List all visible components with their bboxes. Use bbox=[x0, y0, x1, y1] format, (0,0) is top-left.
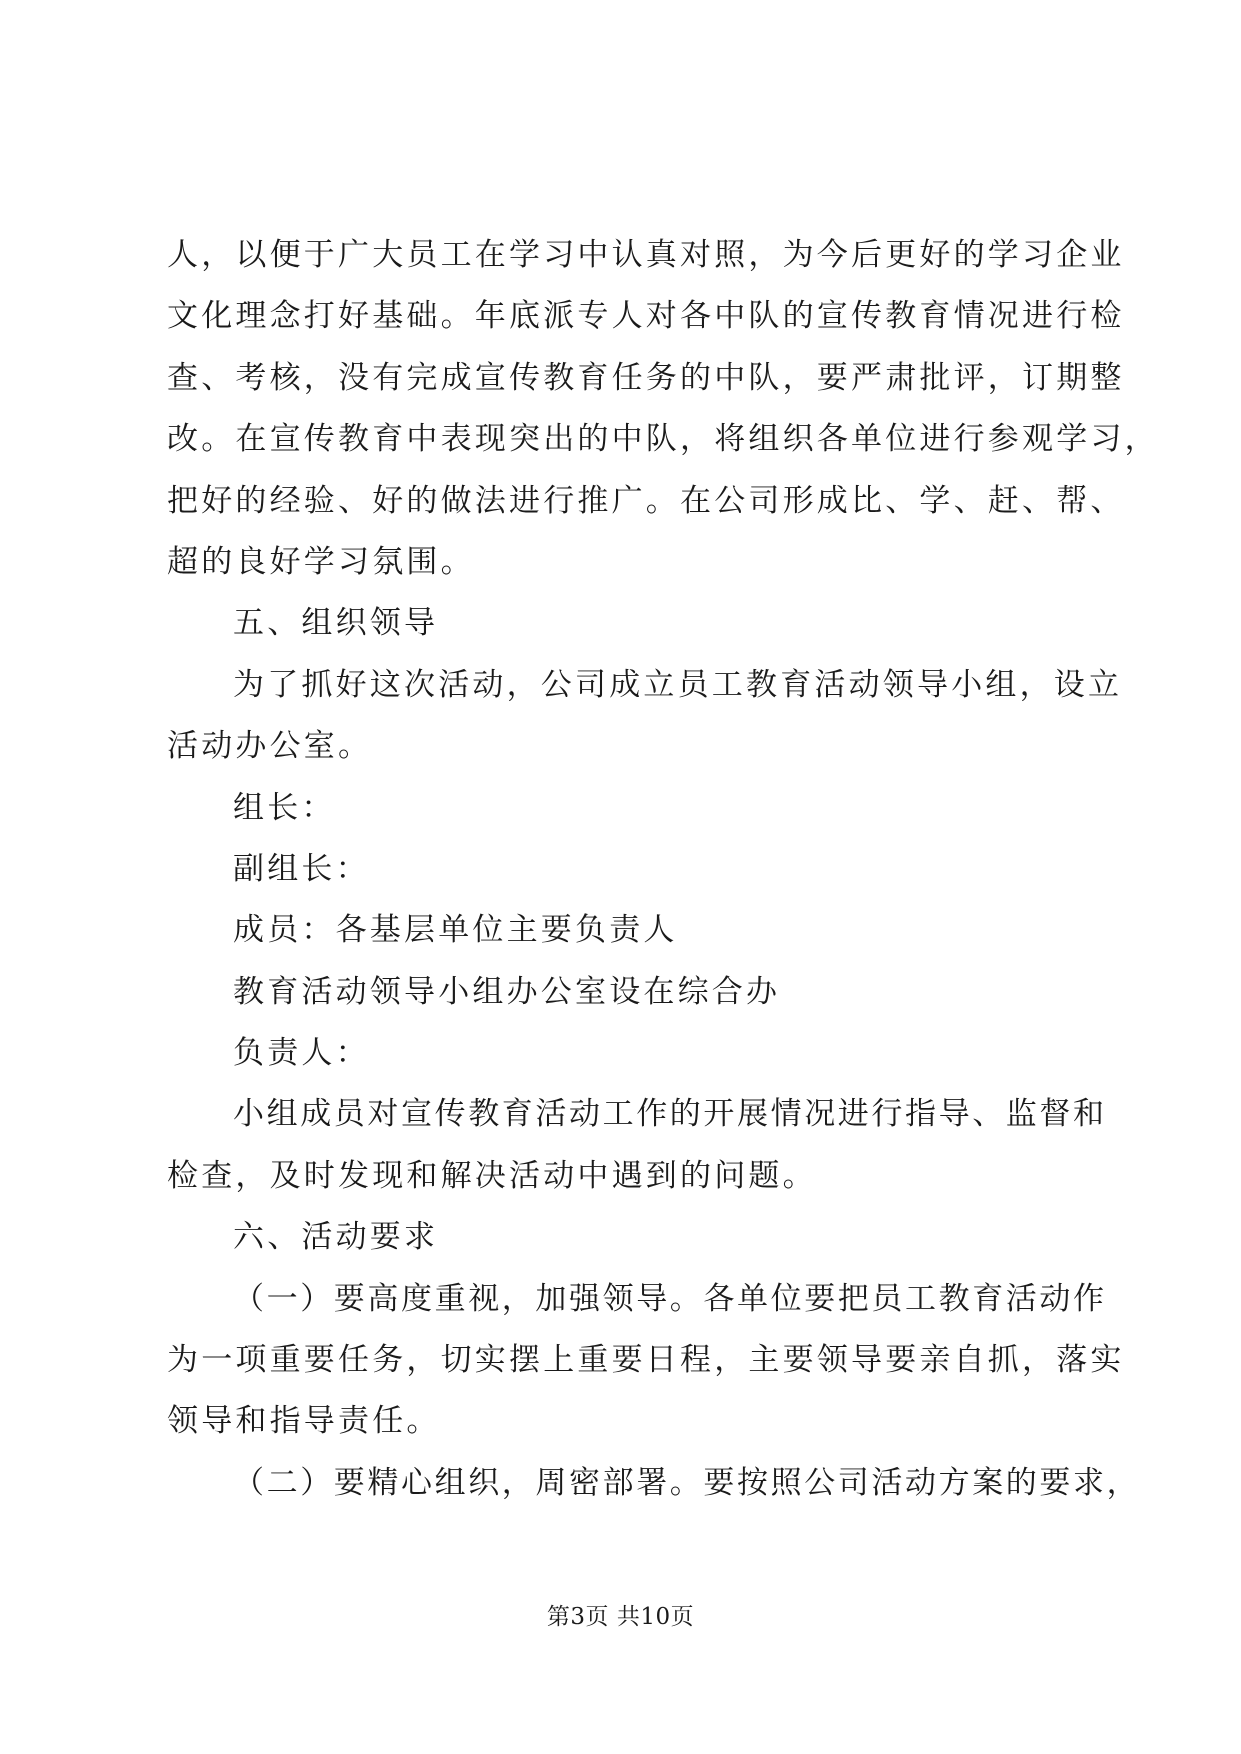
paragraph-line: 查、考核，没有完成宣传教育任务的中队，要严肃批评，订期整 bbox=[167, 359, 1125, 396]
section-heading: 六、活动要求 bbox=[233, 1219, 439, 1256]
paragraph-line: （一）要高度重视，加强领导。各单位要把员工教育活动作 bbox=[233, 1280, 1107, 1317]
paragraph-line: 超的良好学习氛围。 bbox=[167, 543, 475, 580]
paragraph-line: 成员：各基层单位主要负责人 bbox=[233, 912, 678, 949]
document-body bbox=[167, 225, 1159, 1514]
paragraph-line: 组长： bbox=[233, 789, 336, 826]
paragraph-line: 教育活动领导小组办公室设在综合办 bbox=[233, 973, 781, 1010]
paragraph-line: （二）要精心组织，周密部署。要按照公司活动方案的要求， bbox=[233, 1464, 1141, 1501]
paragraph-line: 把好的经验、好的做法进行推广。在公司形成比、学、赶、帮、 bbox=[167, 482, 1125, 519]
page-footer: 第3页 共10页 bbox=[546, 1604, 695, 1630]
paragraph-line: 为了抓好这次活动，公司成立员工教育活动领导小组，设立 bbox=[233, 666, 1123, 703]
section-heading: 五、组织领导 bbox=[233, 605, 439, 642]
paragraph-line: 领导和指导责任。 bbox=[167, 1403, 441, 1440]
paragraph-line: 文化理念打好基础。年底派专人对各中队的宣传教育情况进行检 bbox=[167, 298, 1125, 335]
paragraph-line: 改。在宣传教育中表现突出的中队，将组织各单位进行参观学习， bbox=[167, 421, 1159, 458]
paragraph-line: 检查，及时发现和解决活动中遇到的问题。 bbox=[167, 1157, 817, 1194]
paragraph-line: 人，以便于广大员工在学习中认真对照，为今后更好的学习企业 bbox=[167, 237, 1125, 273]
paragraph-line: 负责人： bbox=[233, 1035, 370, 1072]
paragraph-line: 副组长： bbox=[233, 850, 370, 887]
paragraph-line: 活动办公室。 bbox=[167, 728, 373, 765]
paragraph-line: 为一项重要任务，切实摆上重要日程，主要领导要亲自抓，落实 bbox=[167, 1342, 1125, 1379]
paragraph-line: 小组成员对宣传教育活动工作的开展情况进行指导、监督和 bbox=[233, 1096, 1107, 1133]
